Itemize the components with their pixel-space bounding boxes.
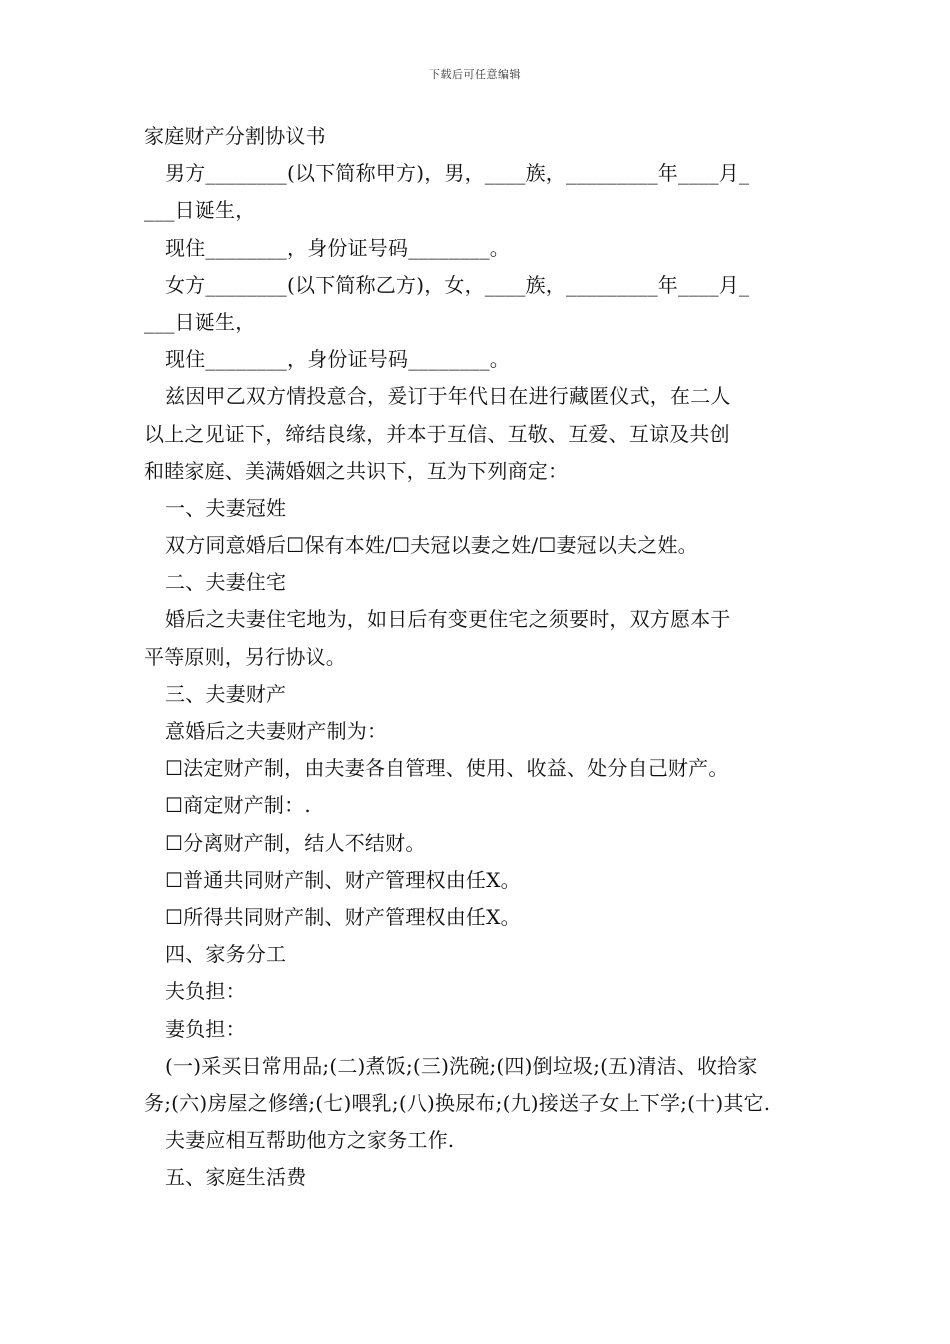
document-line: ☐普通共同财产制、财产管理权由任X。 [165, 867, 521, 892]
document-line: 夫负担： [165, 979, 246, 1004]
document-line: 夫妻应相互帮助他方之家务工作. [165, 1128, 455, 1153]
document-line: 双方同意婚后☐保有本姓/☐夫冠以妻之姓/☐妻冠以夫之姓。 [165, 533, 698, 558]
document-line: 女方________(以下简称乙方)，女，____族，_________年____月_ [165, 272, 750, 297]
document-line: ☐商定财产制：. [165, 793, 311, 818]
document-line: 兹因甲乙双方情投意合，爰订于年代日在进行藏匿仪式，在二人 [165, 384, 731, 409]
document-line: 四、家务分工 [165, 942, 287, 967]
document-line: 现住________，身份证号码________。 [165, 235, 510, 260]
document-line: 和睦家庭、美满婚姻之共识下，互为下列商定： [144, 458, 569, 483]
document-line: ☐法定财产制，由夫妻各自管理、使用、收益、处分自己财产。 [165, 756, 729, 781]
document-line: 意婚后之夫妻财产制为： [165, 719, 388, 743]
document-line: 妻负担： [165, 1016, 246, 1041]
document-line: 五、家庭生活费 [165, 1165, 307, 1190]
document-line: 男方________(以下简称甲方)，男，____族，_________年____月_ [165, 161, 750, 186]
document-line: ___日诞生， [144, 309, 256, 334]
document-line: 务;(六)房屋之修缮;(七)喂乳;(八)换尿布;(九)接送子女上下学;(十)其它. [144, 1090, 771, 1115]
document-line: (一)采买日常用品;(二)煮饭;(三)洗碗;(四)倒垃圾;(五)清洁、收拾家 [165, 1053, 758, 1078]
document-line: ___日诞生， [144, 198, 256, 223]
document-line: 一、夫妻冠姓 [165, 495, 287, 520]
document-line: ☐所得共同财产制、财产管理权由任X。 [165, 904, 521, 929]
document-line: 婚后之夫妻住宅地为，如日后有变更住宅之须要时，双方愿本于 [165, 607, 731, 632]
document-line: ☐分离财产制，结人不结财。 [165, 830, 426, 855]
document-line: 二、夫妻住宅 [165, 570, 287, 595]
document-line: 现住________，身份证号码________。 [165, 347, 510, 372]
document-line: 平等原则，另行协议。 [144, 644, 346, 669]
document-title: 家庭财产分割协议书 [144, 124, 326, 148]
document-line: 以上之见证下，缔结良缘，并本于互信、互敬、互爱、互谅及共创 [144, 421, 730, 446]
document-body [144, 118, 808, 1196]
page-header-note: 下载后可任意编辑 [429, 68, 521, 81]
document-line: 三、夫妻财产 [165, 681, 287, 706]
